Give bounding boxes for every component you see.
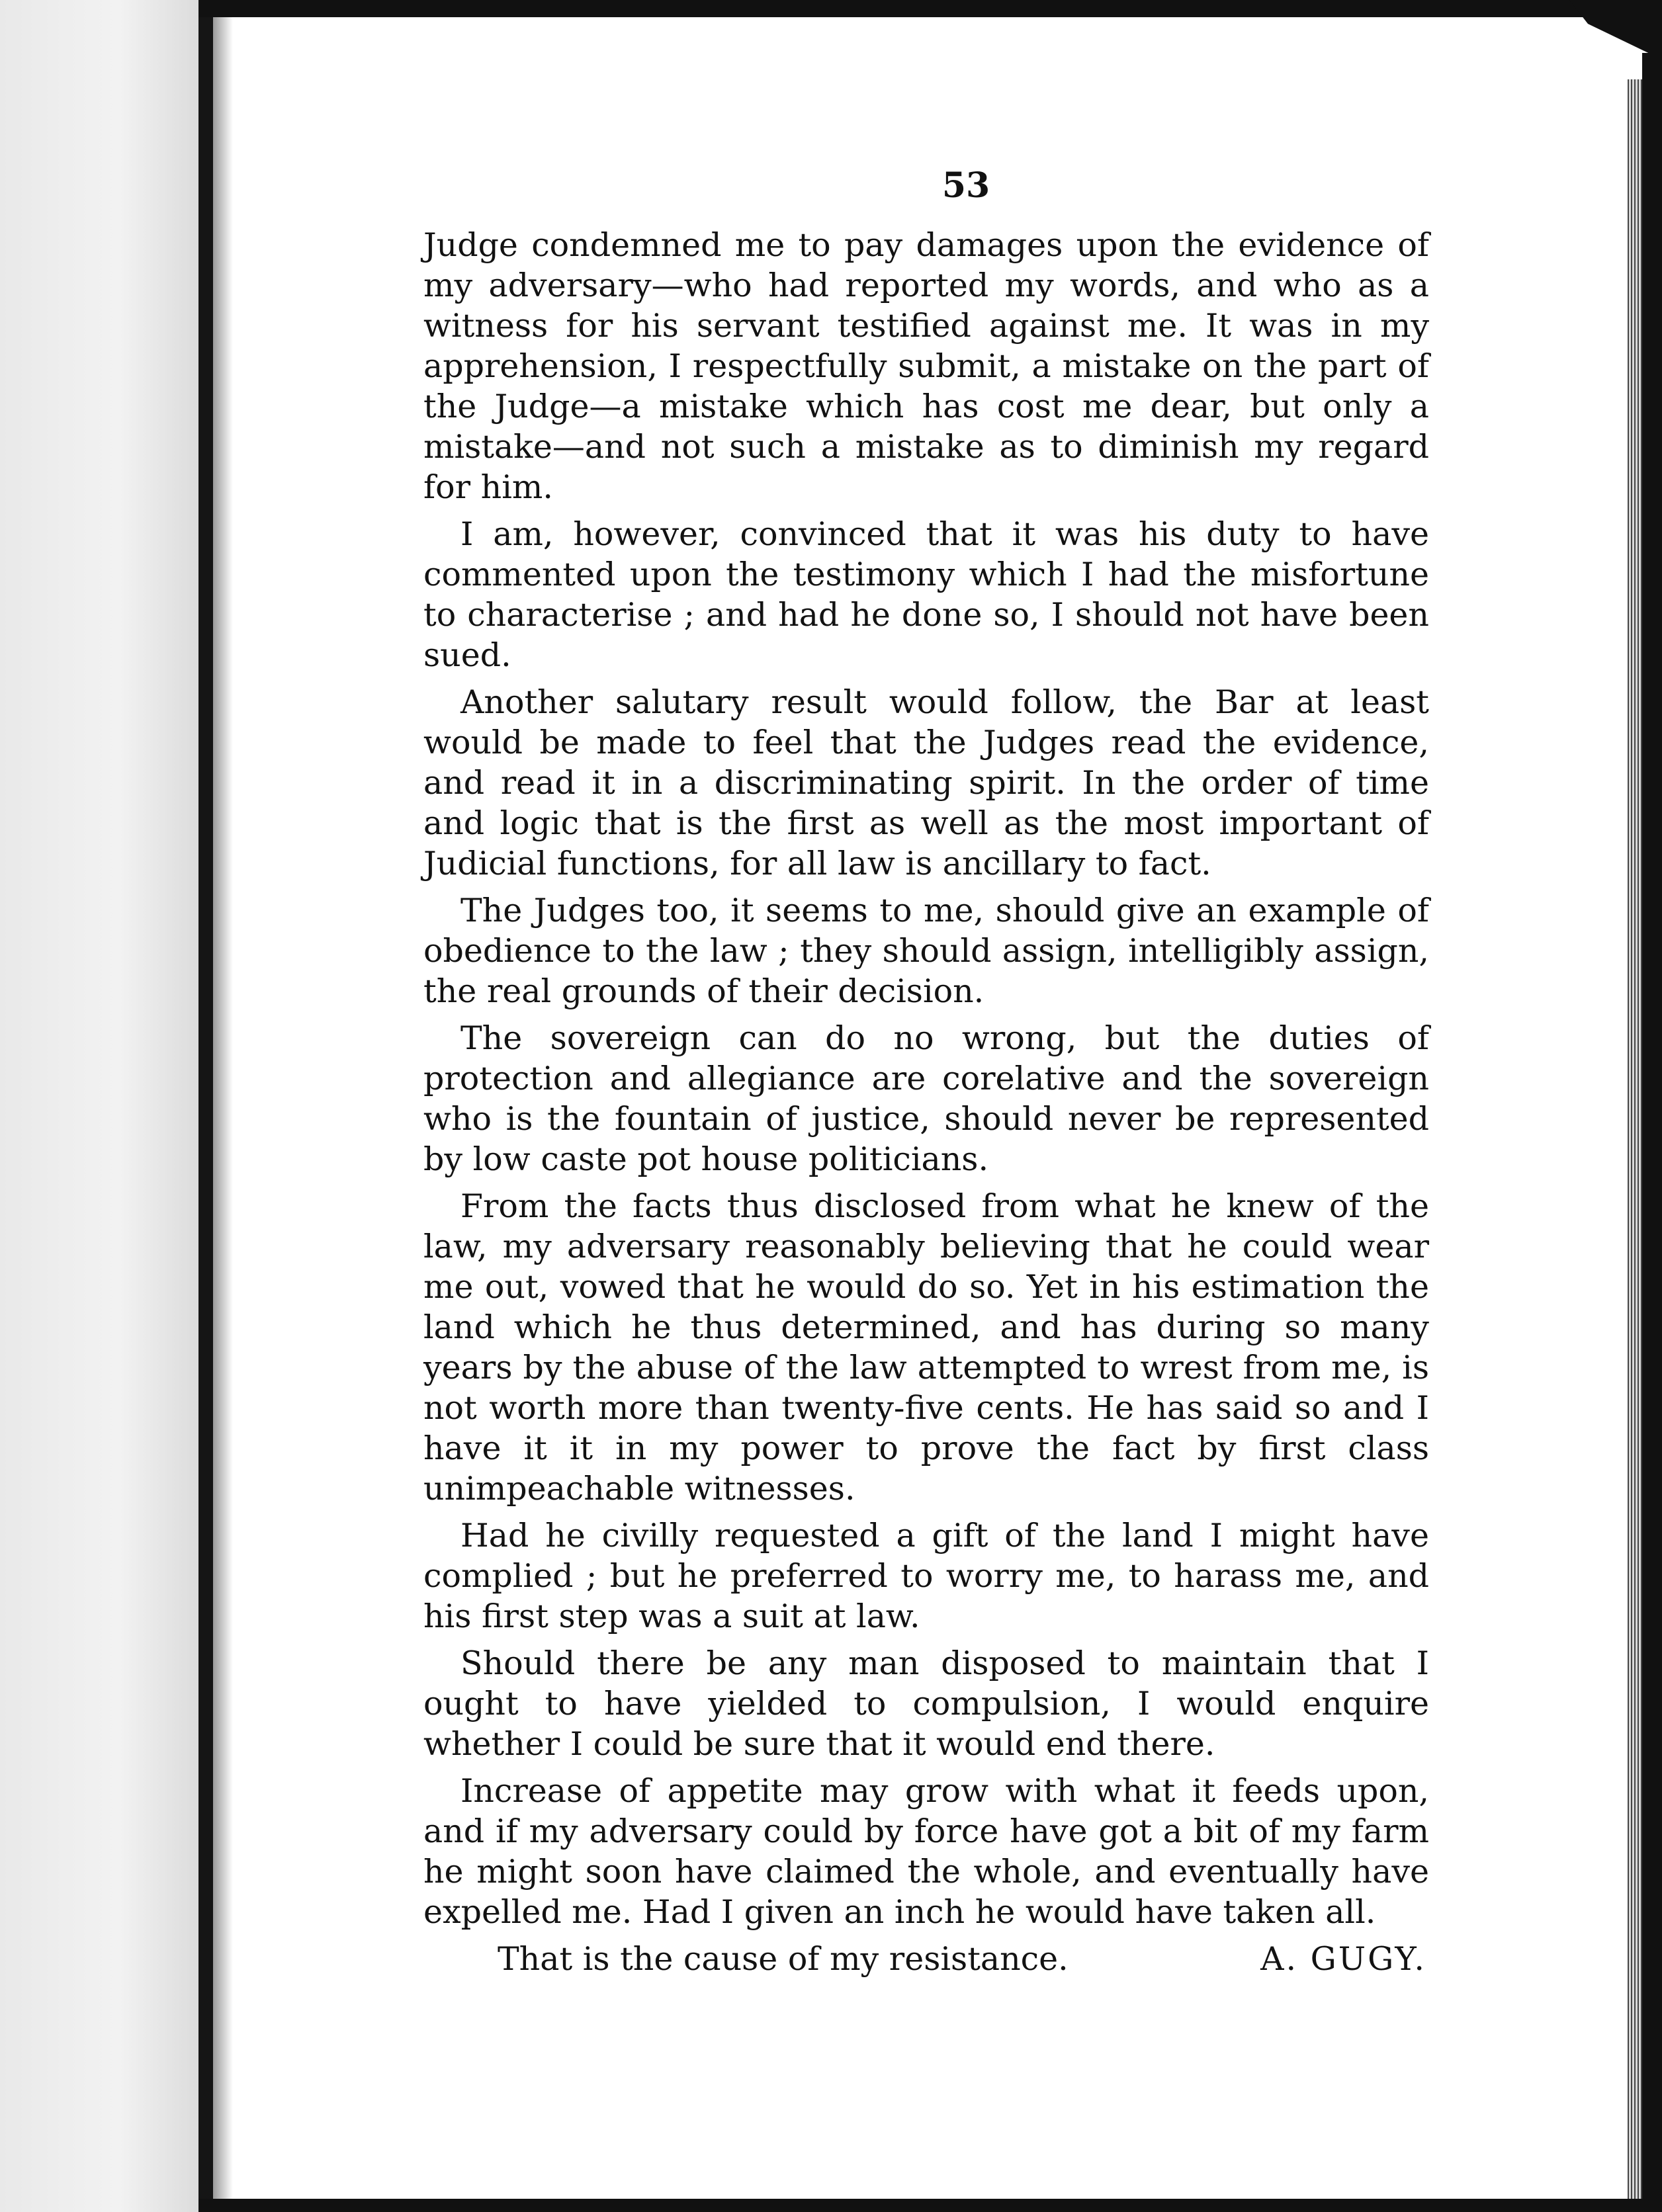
- paragraph: The Judges too, it seems to me, should give an example of obedience to the law ; they should assign, intelligibly assign, the real grounds of their decision.: [423, 892, 1429, 1010]
- page-number: 53: [941, 165, 990, 206]
- binding-gutter: [198, 0, 213, 2212]
- paragraph: Increase of appetite may grow with what it feeds upon, and if my adversary could by force have got a bit of my farm he might soon have claimed the whole, and eventually have expelled me. Had I given an inch he would have taken all.: [423, 1772, 1429, 1931]
- closing-sentence: That is the cause of my resistance.: [498, 1940, 1069, 1978]
- gutter-shadow: [213, 0, 233, 2212]
- bottom-scan-border: [198, 2199, 1662, 2212]
- paragraph: From the facts thus disclosed from what he knew of the law, my adversary reasonably believing that he could wear me out, vowed that he would do so. Yet in his estimation the land which he thus determined, and has during so many years by the abuse of the law attempted to wrest from me, is not worth more than twenty-five cents. He has said so and I have it it in my power to prove the fact by first class unimpeachable witnesses.: [423, 1187, 1429, 1508]
- paragraph: Judge condemned me to pay damages upon the evidence of my adversary—who had reported my words, and who as a witness for his servant testified against me. It was in my apprehension, I respectfully submit, a mistake on the part of the Judge—a mistake which has cost me dear, but only a mistake—and not such a mistake as to diminish my regard for him.: [423, 226, 1429, 506]
- paragraph: Should there be any man disposed to maintain that I ought to have yielded to compulsion, I would enquire whether I could be sure that it would end there.: [423, 1644, 1429, 1763]
- right-scan-border: [1642, 53, 1662, 2212]
- top-scan-border: [198, 0, 1662, 17]
- paragraph: I am, however, convinced that it was his duty to have commented upon the testimony which I had the misfortune to characterise ; and had he done so, I should not have been sued.: [423, 515, 1429, 674]
- top-right-scan-corner: [1569, 0, 1662, 60]
- signoff-line: [423, 1939, 1429, 1979]
- paragraph: Another salutary result would follow, the Bar at least would be made to feel that the Judges read the evidence, and read it in a discriminating spirit. In the order of time and logic that is the first as well as the most important of Judicial functions, for all law is ancillary to fact.: [423, 683, 1429, 882]
- paragraph: The sovereign can do no wrong, but the duties of protection and allegiance are corelative and the sovereign who is the fountain of justice, should never be represented by low caste pot house politicians.: [423, 1019, 1429, 1178]
- paragraph: Had he civilly requested a gift of the land I might have complied ; but he preferred to worry me, to harass me, and his first step was a suit at law.: [423, 1517, 1429, 1635]
- body-text: [423, 225, 1429, 1979]
- author-signature: A. GUGY.: [1260, 1940, 1426, 1978]
- facing-page-left: [0, 0, 198, 2212]
- page-stack-edge: [1628, 79, 1642, 2212]
